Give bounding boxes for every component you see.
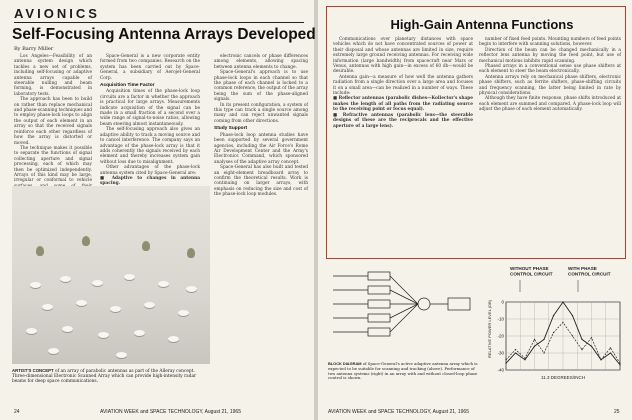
data-point <box>543 352 544 353</box>
data-point <box>515 349 516 350</box>
data-point <box>581 349 582 350</box>
y-tick-label: -30 <box>497 350 504 356</box>
body-paragraph: The approach has been to build on rather than replace mechanical and phase-scanning techniques and to employ phase-lock loops to align the output of each element in an array so that the received signals reinforce each other regardless of how the array is distorted or moved. <box>14 97 92 146</box>
data-point <box>581 339 582 340</box>
power-level-chart <box>486 262 626 390</box>
bullet-item: ■ Adaptive to changes in antenna spacing. <box>100 175 200 187</box>
body-paragraph: In its present configuration, a system of this type can track a single source among many and can reject unwanted signals coming from other directions. <box>214 102 308 124</box>
sidebar-article-box <box>326 6 626 259</box>
y-tick-label: -20 <box>497 333 504 339</box>
photo-caption <box>12 368 210 385</box>
body-paragraph: Phased arrays in a conventional sense use phase shifters at each element to steer the beam electronically. <box>479 64 621 75</box>
data-point <box>534 339 535 340</box>
data-point <box>515 352 516 353</box>
x-axis-label: 11.3 DEGREES/INCH <box>541 375 585 380</box>
dish-antenna <box>26 328 37 334</box>
left-column-1 <box>14 54 92 182</box>
page-footer: AVIATION WEEK and SPACE TECHNOLOGY, August 21, 1965 <box>100 409 241 415</box>
block-diagram <box>328 266 478 376</box>
dish-antenna <box>76 300 87 306</box>
body-paragraph: Antenna arrays rely on mechanical phase shifters, electronic phase shifters, such as ferrite shifters, phase-shifting circuits and frequency scanning, the latter being limited in rate by physical considerations. <box>479 74 621 97</box>
y-axis-label: RELATIVE POWER LEVEL (DB) <box>487 299 492 358</box>
data-point <box>524 359 525 360</box>
data-point <box>619 364 620 365</box>
data-point <box>553 315 554 316</box>
left-page <box>0 0 314 420</box>
page-number: 24 <box>14 409 20 415</box>
legend-label: CONTROL CIRCUIT <box>568 271 611 277</box>
left-column-2 <box>100 54 200 187</box>
data-point <box>534 346 535 347</box>
bullet-item: ■ Reflector antennas (parabolic dishes—Kollector's shape makes the length of all paths from the radiating source to the receiving point or focus equal). <box>333 96 473 113</box>
dish-antenna <box>168 336 179 342</box>
diagram-caption-text: of Space-General's active adaptive antenna array which is expected to be suitable for scanning and tracking (above). Performance of two antenna systems (right) in an array with and without closed-loop phase control is shown. <box>328 361 478 381</box>
page-number: 25 <box>614 409 620 415</box>
diagram-caption-lead: BLOCK DIAGRAM <box>328 361 362 366</box>
dish-antenna <box>144 302 155 308</box>
article-headline: Self-Focusing Antenna Arrays Developed <box>12 26 316 43</box>
dish-antenna <box>124 274 135 280</box>
tree-shape <box>187 248 195 258</box>
body-paragraph: Los Angeles—Feasibility of an antenna system design which tackles a new set of problems, including self-focusing or adaptive antenna arrays capable of steerable nulling and beam forming, is demonstrated in laboratory tests. <box>14 54 92 97</box>
diagram-caption <box>328 362 480 381</box>
data-point <box>572 335 573 336</box>
right-column-2 <box>479 37 621 255</box>
body-paragraph: electronic cancels or phase differences among elements, allowing spacing between antenna elements to change. <box>214 54 308 70</box>
data-point <box>610 352 611 353</box>
dish-antenna <box>42 304 53 310</box>
dish-antenna <box>134 330 145 336</box>
dish-antenna <box>92 280 103 286</box>
y-tick-label: -10 <box>497 316 504 322</box>
body-paragraph: Other advantages of the phase-lock antenna system cited by Space-General are: <box>100 165 200 176</box>
section-rule <box>14 22 304 23</box>
dish-antenna <box>48 348 59 354</box>
byline: By Barry Miller <box>14 46 54 52</box>
data-point <box>553 332 554 333</box>
body-paragraph: The self-focusing approach also gives an adaptive ability to track a moving source and to cancel interference. The company says an advantage of the phase-lock array is that it adds coherently the signals received by each element and thereby increases system gain without loss due to misalignment. <box>100 127 200 165</box>
body-paragraph: Phase-lock loop antenna studies have been supported by several government agencies, including the Air Force's Rome Air Development Center and the Army's Electronics Command, which sponsored analyses of the adaptive array concept. <box>214 132 308 165</box>
dish-antenna <box>30 282 41 288</box>
data-point <box>505 363 506 364</box>
subhead: Acquisition Time Factor <box>100 83 155 89</box>
right-page <box>318 0 632 420</box>
body-paragraph: Communications over planetary distances with space vehicles which do not have concentrated sources of power at their disposal and whose antennas are limited in size, require extremely large ground receiving antennas. For receiving wide information (large bandwidth) from spacecraft near Mars or Venus, antennas with high gain—in excess of 60 db—would be desirable. <box>333 37 473 75</box>
photo-caption-text: of an array of parabolic antennas as part of the Alleray concept. Three-dimensional Electronic Scanned Array which can provide high-intensity radar beams for deep space communications. <box>12 369 197 385</box>
tree-shape <box>36 246 44 256</box>
bullet-item: ■ Refractive antennas (parabolic lens—the steerable designs of these are the reciprocals and the effective aperture of a large lens). <box>333 112 473 129</box>
body-paragraph: Antenna gain—a measure of how well the antenna gathers radiation from a single direction over a large area and focuses it on a small area—can be realized in a number of ways. These include: <box>333 74 473 97</box>
subhead: Study Support <box>214 126 248 132</box>
legend-label: WITHOUT PHASE <box>510 266 549 271</box>
sidebar-headline: High-Gain Antenna Functions <box>390 17 574 32</box>
dish-antenna <box>60 276 71 282</box>
left-column-3 <box>214 54 308 396</box>
dish-antenna <box>62 326 73 332</box>
dish-antenna <box>98 332 109 338</box>
body-paragraph: The technique makes it possible to separate the functions of signal collecting aperture and signal processing, each of which may then be optimized independently. Arrays of this kind may be large, irregular or conformal to vehicle <box>14 145 92 184</box>
section-kicker: AVIONICS <box>14 6 100 21</box>
data-point <box>505 359 506 360</box>
data-point <box>562 322 563 323</box>
tree-shape <box>82 236 90 246</box>
y-tick-label: 0 <box>501 299 504 305</box>
data-point <box>591 337 592 338</box>
legend-label: CONTROL CIRCUIT <box>510 271 553 277</box>
dish-antenna <box>186 286 197 292</box>
data-point <box>591 346 592 347</box>
body-paragraph: Acquisition times of the phase-lock loop circuits are a factor in whether the approach is practical for large arrays. Measurements indicate acquisition of the signal can be made in a small fraction of a second over a wide range of signal-to-noise ratios, allowing beam steering almost instantaneously. <box>100 89 200 127</box>
body-paragraph: Although they have finite response, phase shifts introduced at each element are summed and compared. A phase-lock loop will adjust the phase of each element automatically. <box>479 96 621 113</box>
body-paragraph: Space-General has also built and tested an eight-element breadboard array to confirm the theoretical results. Work is continuing on larger arrays, with emphasis on reducing the size and cost of the phase-lock loop modules. <box>214 165 308 198</box>
tree-shape <box>142 241 150 251</box>
data-point <box>562 301 563 302</box>
photo-caption-lead: ARTIST'S CONCEPT <box>12 368 54 373</box>
data-point <box>543 339 544 340</box>
dish-antenna <box>178 310 189 316</box>
body-paragraph: Space-General's approach is to use phase-lock loops in each channel so that the phase of each channel is locked to a common reference, the output of the array being the sum of the phase-aligned signals. <box>214 70 308 103</box>
data-point <box>610 347 611 348</box>
body-paragraph: number of fixed feed points. Mounting numbers of feed points begin to interfere with scanning solutions, however. <box>479 37 621 48</box>
artist-concept-photo <box>12 186 210 364</box>
body-paragraph: Space-General is a new corporate entity formed from two companies. Research on the system has been carried out by Space-General, a subsidiary of Aerojet-General Corp. <box>100 54 200 81</box>
data-point <box>572 315 573 316</box>
data-point <box>619 363 620 364</box>
data-point <box>600 359 601 360</box>
page-footer: AVIATION WEEK and SPACE TECHNOLOGY, August 21, 1965 <box>328 409 469 415</box>
dish-antenna <box>116 352 127 358</box>
legend-label: WITH PHASE <box>568 266 597 271</box>
right-column-1 <box>333 37 473 255</box>
y-tick-label: -40 <box>497 367 504 373</box>
body-paragraph: Direction of the beam can be changed mechanically in a reflector lens antenna by moving the feed point, but use of mechanical motions inhibits rapid scanning. <box>479 47 621 64</box>
dish-antenna <box>158 281 169 287</box>
dish-antenna <box>110 306 121 312</box>
